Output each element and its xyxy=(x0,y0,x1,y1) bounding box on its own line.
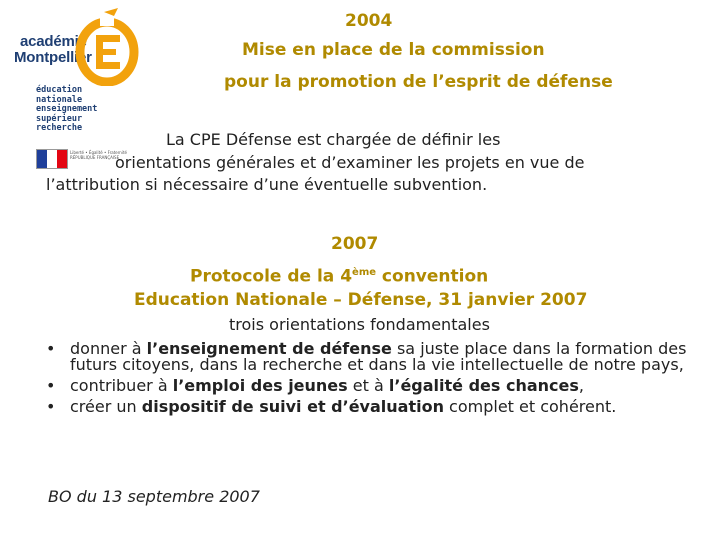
paragraph-line: La CPE Défense est chargée de définir les xyxy=(166,130,501,149)
logo-sub-line: recherche xyxy=(36,123,83,134)
bo-reference: BO du 13 septembre 2007 xyxy=(48,487,260,506)
orientations-intro: trois orientations fondamentales xyxy=(229,315,490,334)
heading-esprit-defense: pour la promotion de l’esprit de défense xyxy=(224,72,613,92)
academie-logo xyxy=(14,8,139,173)
list-item: • donner à l’enseignement de défense sa juste place dans la formation des futurs citoyens, dans la recherche et dans la vie intellectuelle de notre pays, xyxy=(46,341,706,373)
list-item: • créer un dispositif de suivi et d’évaluation complet et cohérent. xyxy=(46,399,706,415)
logo-sub-line: enseignement xyxy=(36,104,98,115)
french-flag-icon xyxy=(36,149,68,169)
logo-word-montpellier: Montpellier xyxy=(14,49,92,66)
logo-sub-line: nationale xyxy=(36,94,83,105)
paragraph-line: orientations générales et d’examiner les projets en vue de xyxy=(115,153,585,172)
list-item: • contribuer à l’emploi des jeunes et à l’égalité des chances, xyxy=(46,378,706,394)
heading-protocole: Protocole de la 4ème convention xyxy=(190,266,489,287)
flag-caption: Liberté • Égalité • Fraternité RÉPUBLIQUE FRANÇAISE xyxy=(70,150,127,160)
logo-e-emblem-icon xyxy=(74,8,139,86)
paragraph-line: l’attribution si nécessaire d’une éventuelle subvention. xyxy=(46,175,488,194)
logo-word-academie: académie xyxy=(20,33,87,50)
heading-year-2004: 2004 xyxy=(345,11,393,31)
logo-sub-line: éducation xyxy=(36,85,83,95)
heading-year-2007: 2007 xyxy=(331,234,379,254)
orientations-list xyxy=(46,341,706,420)
heading-commission: Mise en place de la commission xyxy=(242,40,545,60)
heading-convention-date: Education Nationale – Défense, 31 janvier 2007 xyxy=(134,290,588,310)
logo-subtitle xyxy=(36,86,106,134)
logo-sub-line: supérieur xyxy=(36,113,83,124)
